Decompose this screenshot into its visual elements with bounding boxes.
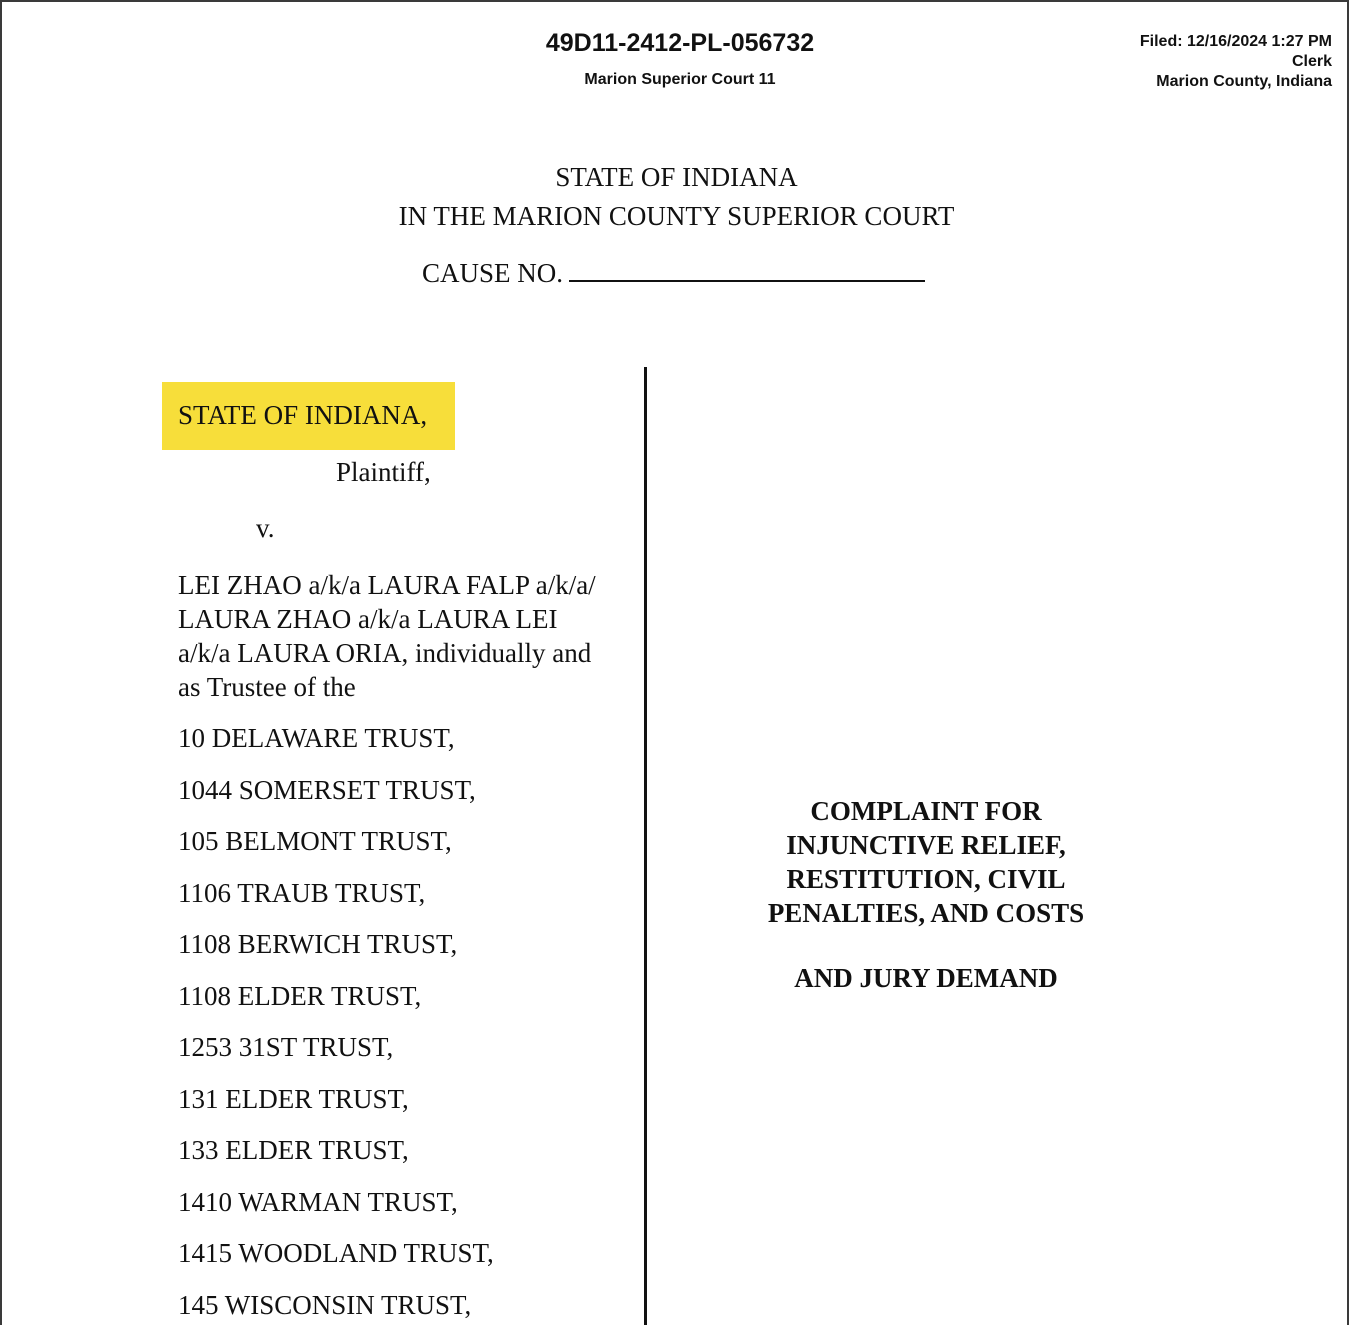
trust-item: 131 ELDER TRUST, xyxy=(178,1083,409,1114)
filed-county: Marion County, Indiana xyxy=(1156,73,1332,90)
complaint-title xyxy=(648,794,1204,930)
cause-label: CAUSE NO. xyxy=(422,258,564,288)
trust-list xyxy=(178,721,494,1325)
complaint-title-line: COMPLAINT FOR xyxy=(810,796,1042,826)
plaintiff-name: STATE OF INDIANA, xyxy=(178,400,428,430)
defendant-line: as Trustee of the xyxy=(178,672,356,702)
complaint-title-line: RESTITUTION, CIVIL xyxy=(786,864,1066,894)
defendant-line: a/k/a LAURA ORIA, individually and xyxy=(178,638,592,668)
complaint-title-line: PENALTIES, AND COSTS xyxy=(767,898,1085,928)
trust-item: 1108 BERWICH TRUST, xyxy=(178,929,458,959)
filed-clerk: Clerk xyxy=(1291,53,1332,70)
trust-item: 10 DELAWARE TRUST, xyxy=(178,723,455,753)
filed-date: Filed: 12/16/2024 1:27 PM xyxy=(1139,33,1332,50)
defendant-line: LAURA ZHAO a/k/a LAURA LEI xyxy=(178,604,558,634)
defendant-names xyxy=(178,568,648,704)
trust-item: 1415 WOODLAND TRUST, xyxy=(178,1238,494,1268)
plaintiff-role: Plaintiff, xyxy=(336,457,431,487)
jury-demand: AND JURY DEMAND xyxy=(794,963,1058,993)
trust-item: 1108 ELDER TRUST, xyxy=(178,980,422,1011)
defendant-line: LEI ZHAO a/k/a LAURA FALP a/k/a/ xyxy=(178,570,596,600)
caption-court: IN THE MARION COUNTY SUPERIOR COURT xyxy=(398,201,955,231)
versus: v. xyxy=(256,513,275,543)
court-name: Marion Superior Court 11 xyxy=(584,71,776,88)
trust-item: 145 WISCONSIN TRUST, xyxy=(178,1289,472,1320)
trust-item: 105 BELMONT TRUST, xyxy=(178,826,452,856)
case-number: 49D11-2412-PL-056732 xyxy=(545,29,815,57)
trust-item: 1410 WARMAN TRUST, xyxy=(178,1186,458,1217)
trust-item: 1044 SOMERSET TRUST, xyxy=(178,774,476,805)
cause-number-blank xyxy=(569,256,925,282)
filed-stamp xyxy=(1140,32,1332,92)
trust-item: 133 ELDER TRUST, xyxy=(178,1135,409,1165)
trust-item: 1106 TRAUB TRUST, xyxy=(178,877,426,908)
caption-divider xyxy=(644,367,647,1325)
caption-state: STATE OF INDIANA xyxy=(555,162,798,192)
complaint-title-line: INJUNCTIVE RELIEF, xyxy=(786,830,1066,860)
trust-item: 1253 31ST TRUST, xyxy=(178,1032,394,1062)
cause-number-line xyxy=(422,256,925,289)
